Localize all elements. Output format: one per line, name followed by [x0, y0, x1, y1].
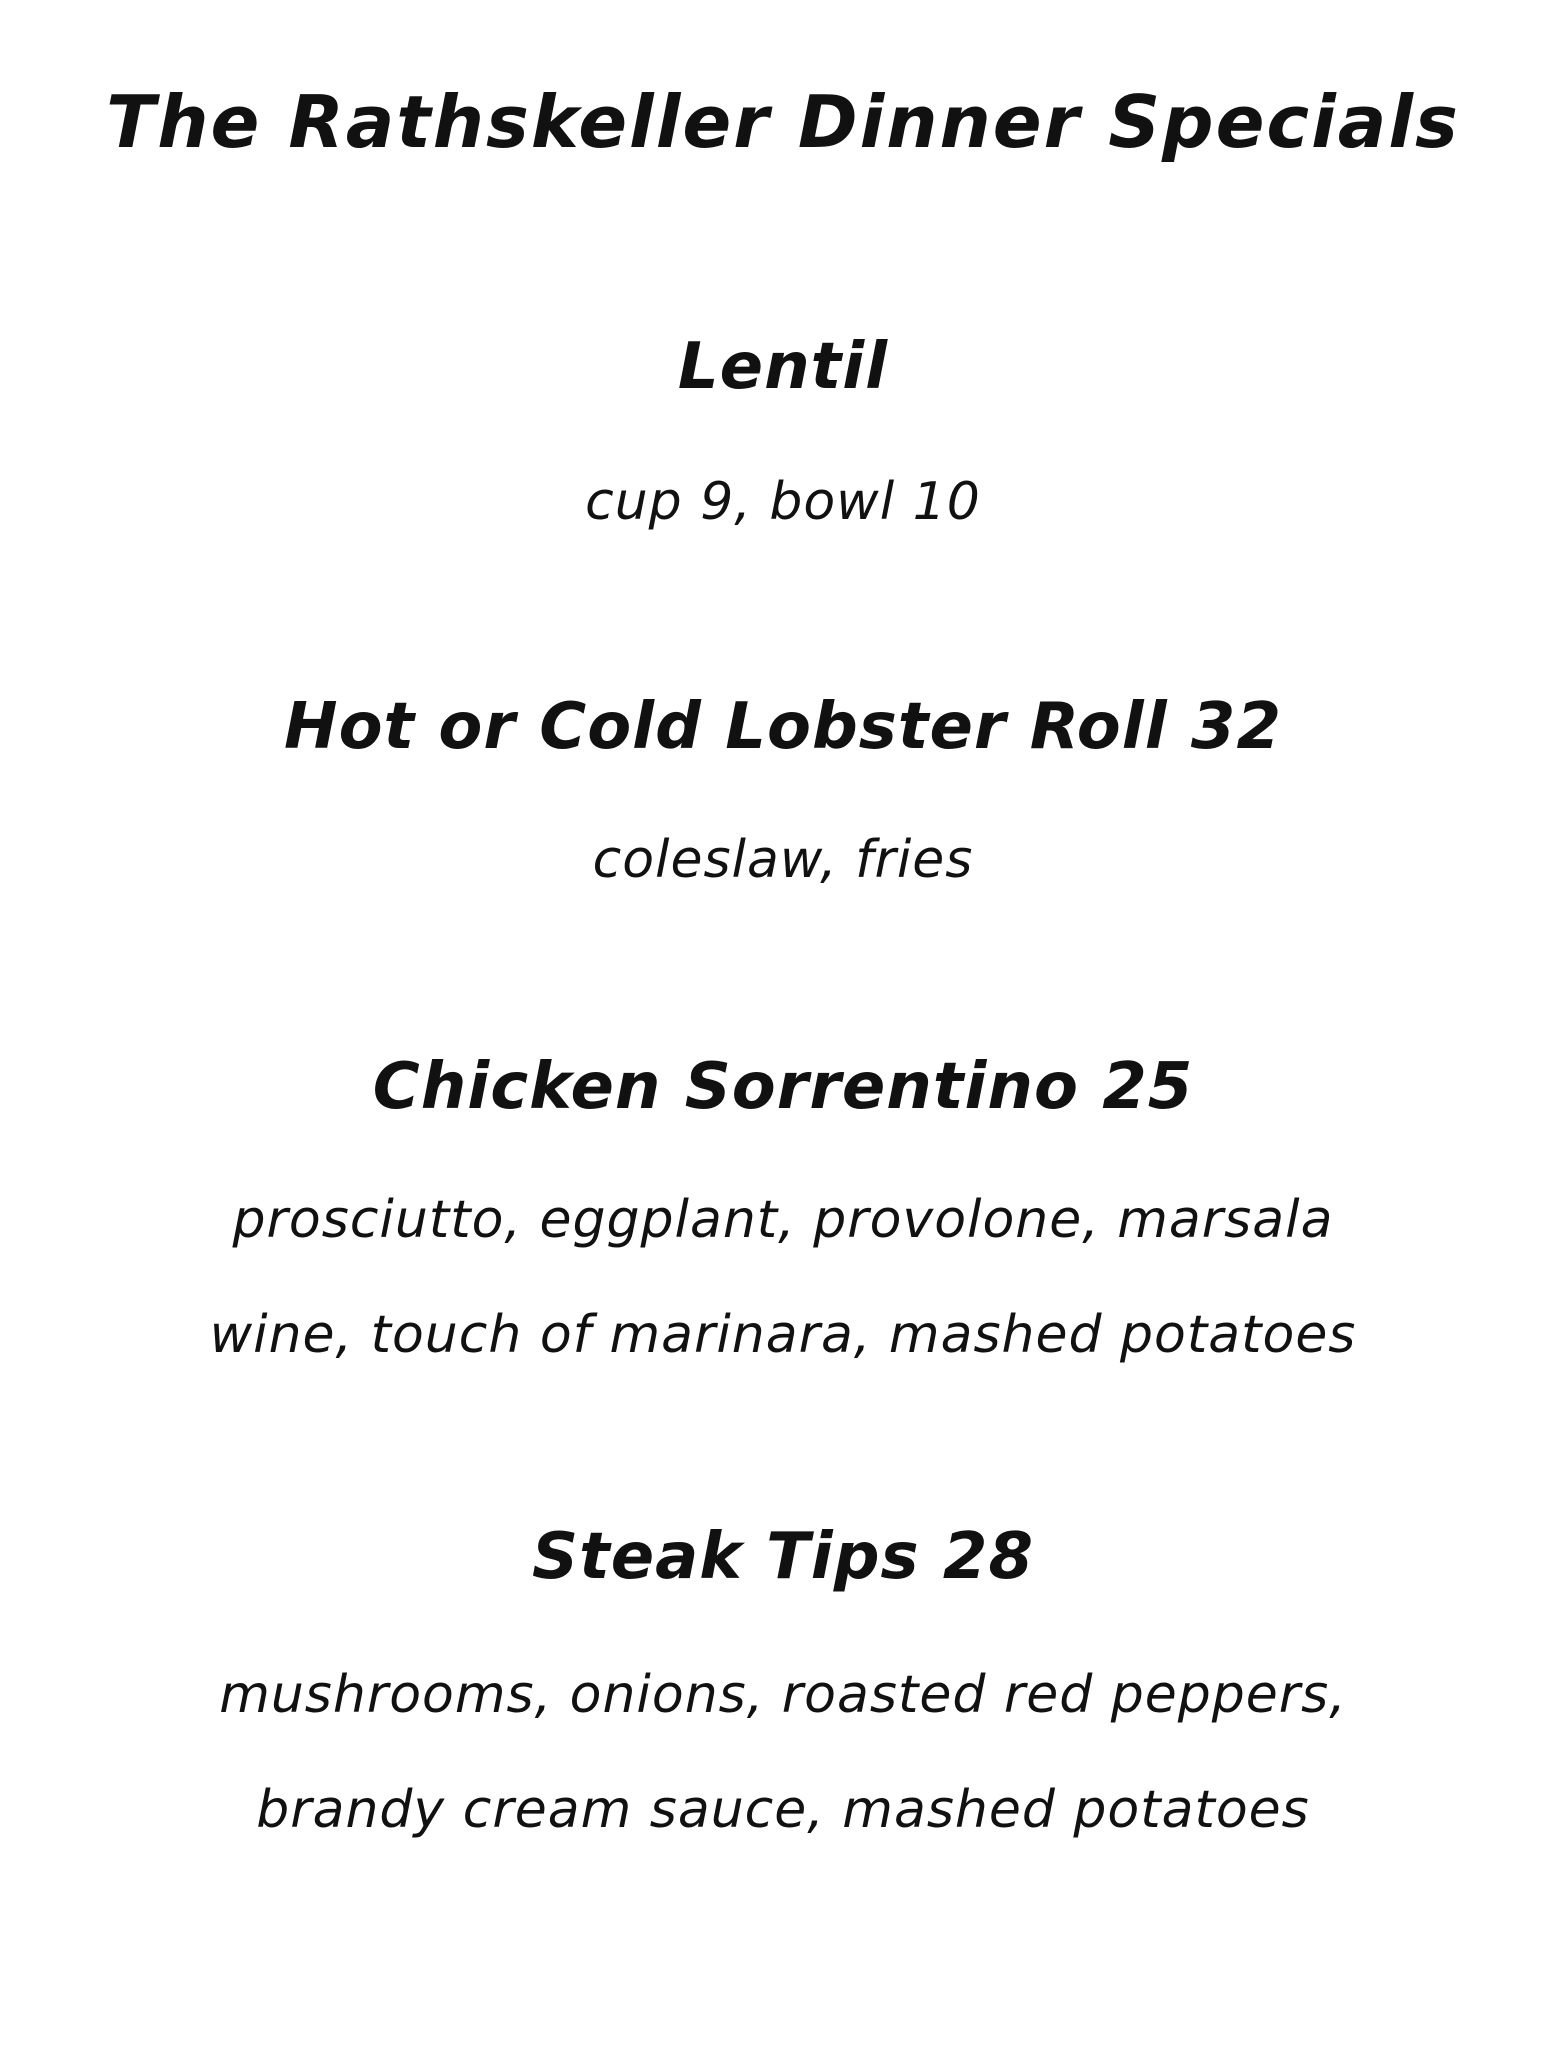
menu-title: The Rathskeller Dinner Specials: [106, 80, 1460, 164]
item-description-steak-tips-line-2: brandy cream sauce, mashed potatoes: [256, 1780, 1310, 1840]
item-name-chicken-sorrentino: Chicken Sorrentino 25: [372, 1050, 1194, 1124]
item-description-chicken-sorrentino-line-1: prosciutto, eggplant, provolone, marsala: [232, 1190, 1334, 1250]
item-name-lobster-roll: Hot or Cold Lobster Roll 32: [284, 690, 1282, 764]
item-description-lobster-roll: coleslaw, fries: [592, 830, 974, 890]
item-description-chicken-sorrentino-line-2: wine, touch of marinara, mashed potatoes: [209, 1305, 1357, 1365]
item-name-lentil: Lentil: [677, 330, 889, 404]
item-description-steak-tips-line-1: mushrooms, onions, roasted red peppers,: [219, 1665, 1347, 1725]
item-description-lentil: cup 9, bowl 10: [585, 472, 981, 532]
item-name-steak-tips: Steak Tips 28: [532, 1520, 1034, 1594]
